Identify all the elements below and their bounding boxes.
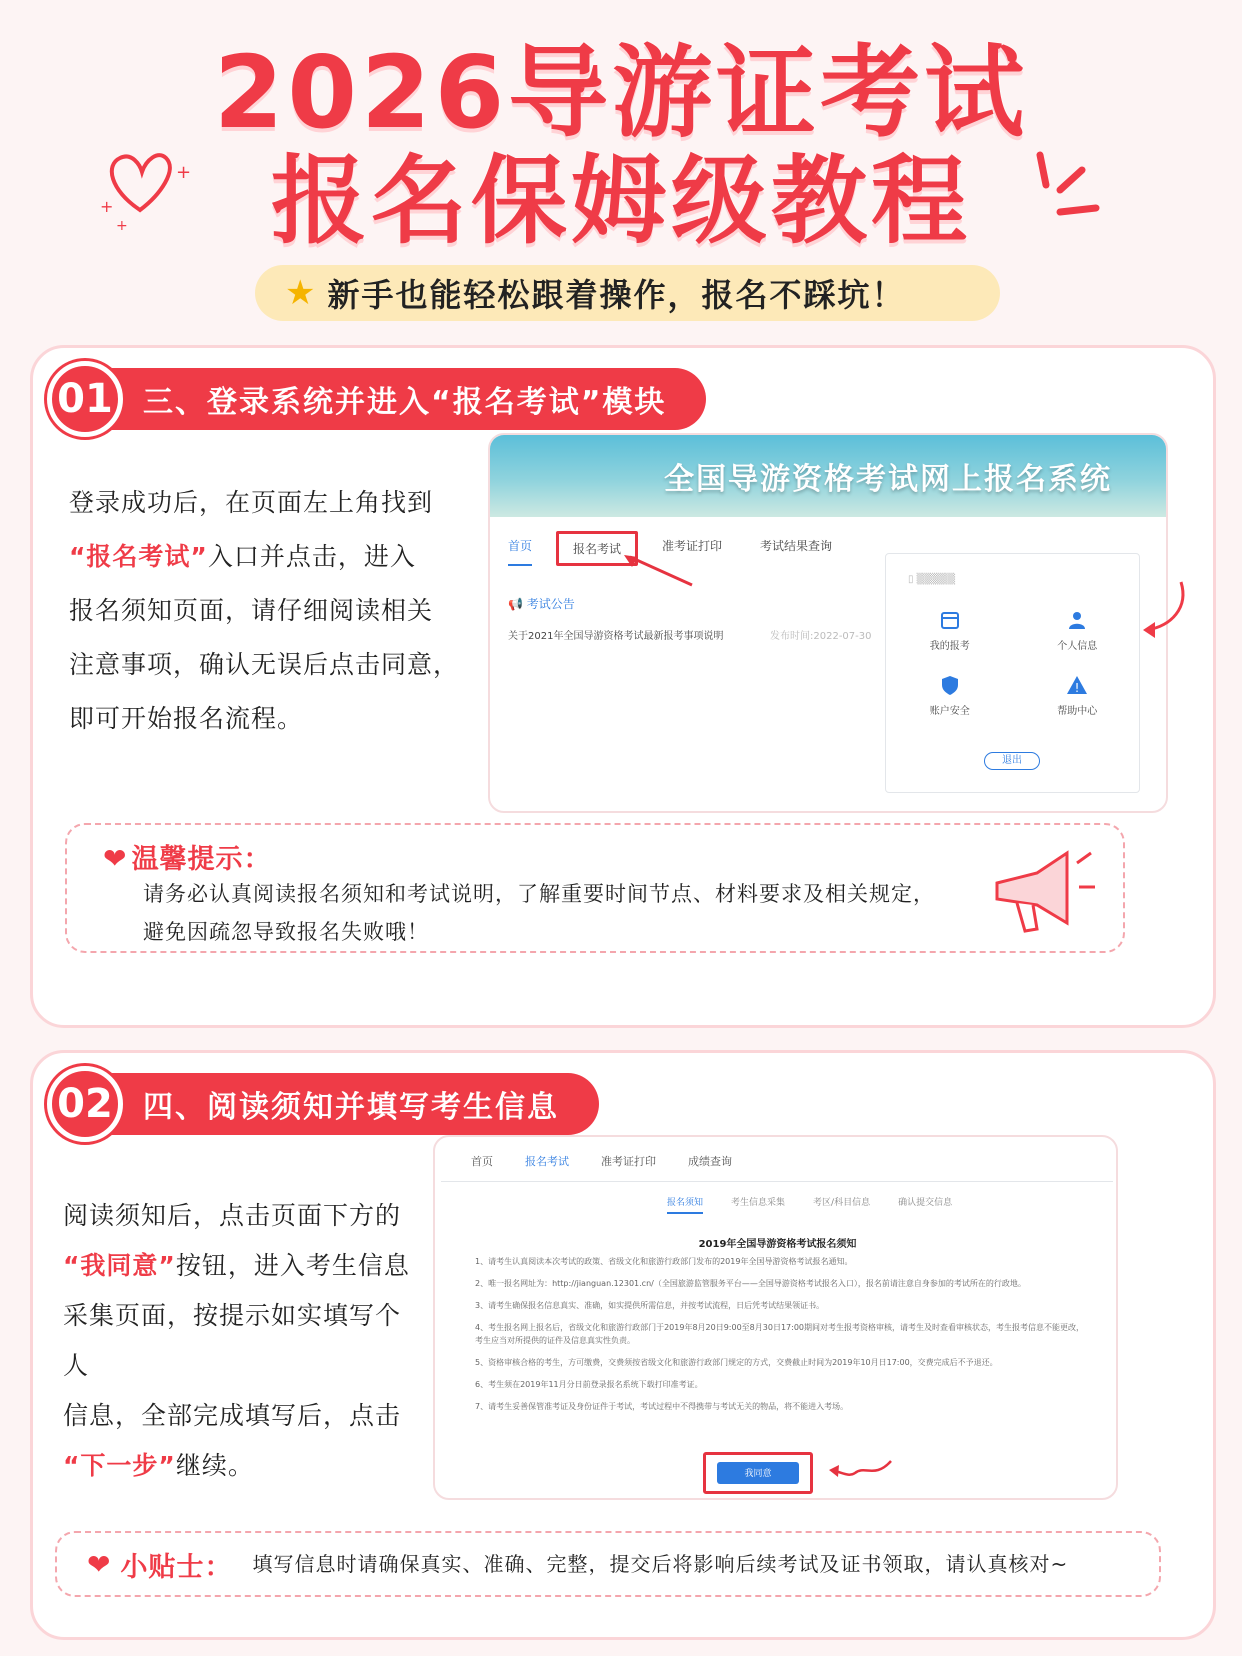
small-tip-box [55, 1531, 1161, 1597]
step2-line5-rest: 继续。 [175, 1451, 254, 1480]
nav-result-query[interactable]: 考试结果查询 [760, 539, 833, 553]
panel-personal-info[interactable] [1014, 609, 1142, 652]
step1-line3: 报名须知页面，请仔细阅读相关 [69, 596, 434, 625]
notice-item-link[interactable]: 关于2021年全国导游资格考试最新报考事项说明 [508, 631, 724, 642]
megaphone-icon [987, 843, 1097, 943]
step2-description [63, 1131, 423, 1491]
svg-text:+: + [116, 218, 128, 234]
step2-line1: 阅读须知后，点击页面下方的 [63, 1201, 402, 1230]
notice-doc-body [475, 1255, 1085, 1422]
step1-line5: 即可开始报名流程。 [69, 704, 304, 733]
nav-divider [441, 1181, 1113, 1182]
user-icon [1066, 609, 1088, 631]
panel-my-registration[interactable] [886, 609, 1014, 652]
step2-number: 02 [47, 1066, 123, 1142]
panel-help-center[interactable] [1014, 674, 1142, 717]
notice-nav [435, 1137, 1116, 1175]
notice-doc-title: 2019年全国导游资格考试报名须知 [698, 1239, 857, 1250]
user-avatar-icon: ▯ ▒▒▒▒▒ [908, 574, 956, 585]
step1-card [30, 345, 1216, 1028]
registration-notice-screenshot [433, 1135, 1118, 1500]
warm-tip-line1: 请务必认真阅读报名须知和考试说明，了解重要时间节点、材料要求及相关规定， [143, 882, 935, 906]
step2-heading: 四、阅读须知并填写考生信息 [107, 1073, 599, 1135]
nav-admission-print[interactable]: 准考证打印 [662, 539, 723, 553]
subtitle-text: 新手也能轻松跟着操作，报名不踩坑！ [327, 276, 906, 314]
sparkle-lines-icon [1030, 150, 1110, 230]
doc-line: 6、考生须在2019年11月分日前登录报名系统下载打印准考证。 [475, 1380, 703, 1389]
step-tab-confirm[interactable]: 确认提交信息 [898, 1198, 953, 1208]
doc-line: 5、资格审核合格的考生，方可缴费，交费须按省级文化和旅游行政部门规定的方式，交费截止时间为2019年10月日17:00，交费完成后不予退还。 [475, 1358, 998, 1367]
step1-description [69, 476, 469, 746]
nav-home[interactable]: 首页 [508, 531, 532, 566]
warm-tip-label: 温馨提示： [131, 844, 272, 875]
heart-icon: ❤ [87, 1547, 111, 1581]
shield-icon [939, 674, 961, 696]
doc-line: 1、请考生认真阅读本次考试的政策、省级文化和旅游行政部门发布的2019年全国导游资格考试报名通知。 [475, 1257, 853, 1266]
step1-number: 01 [47, 361, 123, 437]
nav2-home[interactable]: 首页 [471, 1155, 493, 1168]
doc-line: 4、考生报名网上报名后，省级文化和旅游行政部门于2019年8月20日9:00至8月30日17:00期间对考生报考资格审核，请考生及时查看审核状态，考生报考信息不能更改，考生应当对所提供的证件及信息真实性负责。 [475, 1323, 1085, 1345]
panel-label-personal-info: 个人信息 [1057, 641, 1098, 652]
warm-tip-box [65, 823, 1125, 953]
nav2-admission-print[interactable]: 准考证打印 [601, 1155, 656, 1168]
step2-line5 [63, 1441, 423, 1491]
warm-tip-line2: 避免因疏忽导致报名失败哦！ [143, 920, 429, 944]
login-system-screenshot [488, 433, 1168, 813]
step2-line2 [63, 1241, 423, 1291]
svg-text:+: + [176, 162, 192, 183]
panel-label-help-center: 帮助中心 [1057, 706, 1098, 717]
notice-title [508, 595, 575, 612]
step2-line3: 采集页面，按提示如实填写个人 [63, 1301, 402, 1380]
step-tab-notice[interactable]: 报名须知 [667, 1195, 703, 1214]
panel-label-account-security: 账户安全 [929, 706, 970, 717]
step1-highlight: “报名考试” [69, 542, 208, 571]
step-tab-candidate-info[interactable]: 考生信息采集 [731, 1198, 786, 1208]
panel-label-my-registration: 我的报考 [929, 641, 970, 652]
step2-line2-rest: 按钮，进入考生信息 [175, 1251, 410, 1280]
user-panel [885, 553, 1140, 793]
small-tip-text: 填写信息时请确保真实、准确、完整，提交后将影响后续考试及证书领取，请认真核对~ [252, 1552, 1069, 1576]
star-icon: ★ [285, 273, 318, 313]
warm-tip-header [103, 837, 272, 876]
warning-icon [1066, 674, 1088, 696]
registration-steps [667, 1195, 980, 1214]
step2-highlight-next: “下一步” [63, 1451, 176, 1480]
squiggle-arrow-icon [825, 1455, 895, 1485]
svg-text:+: + [100, 197, 114, 216]
panel-account-security[interactable] [886, 674, 1014, 717]
calendar-icon [939, 609, 961, 631]
notice-title-text: 考试公告 [526, 597, 575, 611]
step-tab-exam-area[interactable]: 考区/科目信息 [813, 1198, 871, 1208]
red-arrow-icon [620, 553, 700, 593]
megaphone-icon: 📢 [508, 597, 527, 611]
doc-line: 3、请考生确保报名信息真实、准确，如实提供所需信息，并按考试流程，日后凭考试结果领证书。 [475, 1301, 825, 1310]
warm-tip-text [143, 875, 935, 951]
step1-line2 [69, 530, 469, 584]
step2-line4: 信息，全部完成填写后，点击 [63, 1401, 402, 1430]
step1-line1: 登录成功后，在页面左上角找到 [69, 488, 434, 517]
notice-date: 发布时间:2022-07-30 [770, 631, 872, 642]
small-tip-label: 小贴士： [120, 1551, 233, 1583]
logout-button[interactable]: 退出 [984, 752, 1040, 770]
subtitle-banner [255, 265, 1000, 321]
step1-header [47, 364, 706, 434]
step2-highlight-agree: “我同意” [63, 1251, 176, 1280]
heart-icon: ❤ [103, 842, 127, 875]
page-title-line2: 报名保姆级教程 [271, 145, 971, 257]
doc-line: 2、唯一报名网址为：http://jianguan.12301.cn/（全国旅游监管服务平台——全国导游资格考试报名入口），报名前请注意自身参加的考试所在的行政地。 [475, 1279, 1026, 1288]
step2-card [30, 1050, 1216, 1640]
nav-register-exam[interactable]: 报名考试 [556, 531, 638, 566]
page-title-line1: 2026导游证考试 [213, 34, 1029, 151]
step1-heading: 三、登录系统并进入“报名考试”模块 [107, 368, 706, 430]
step1-line4: 注意事项，确认无误后点击同意， [69, 650, 460, 679]
nav2-register-exam[interactable]: 报名考试 [525, 1155, 569, 1168]
step2-header [47, 1069, 599, 1139]
doc-line: 7、请考生妥善保管准考证及身份证件于考试，考试过程中不得携带与考试无关的物品，将不能进入考场。 [475, 1402, 849, 1411]
curved-arrow-icon [1141, 578, 1191, 648]
svg-text:!: ! [1074, 681, 1080, 695]
heart-doodle-icon [100, 140, 210, 240]
step1-line2-rest: 入口并点击，进入 [207, 542, 416, 571]
agree-button[interactable]: 我同意 [717, 1462, 799, 1484]
nav2-score-query[interactable]: 成绩查询 [688, 1155, 732, 1168]
system-banner: 全国导游资格考试网上报名系统 [490, 435, 1166, 517]
